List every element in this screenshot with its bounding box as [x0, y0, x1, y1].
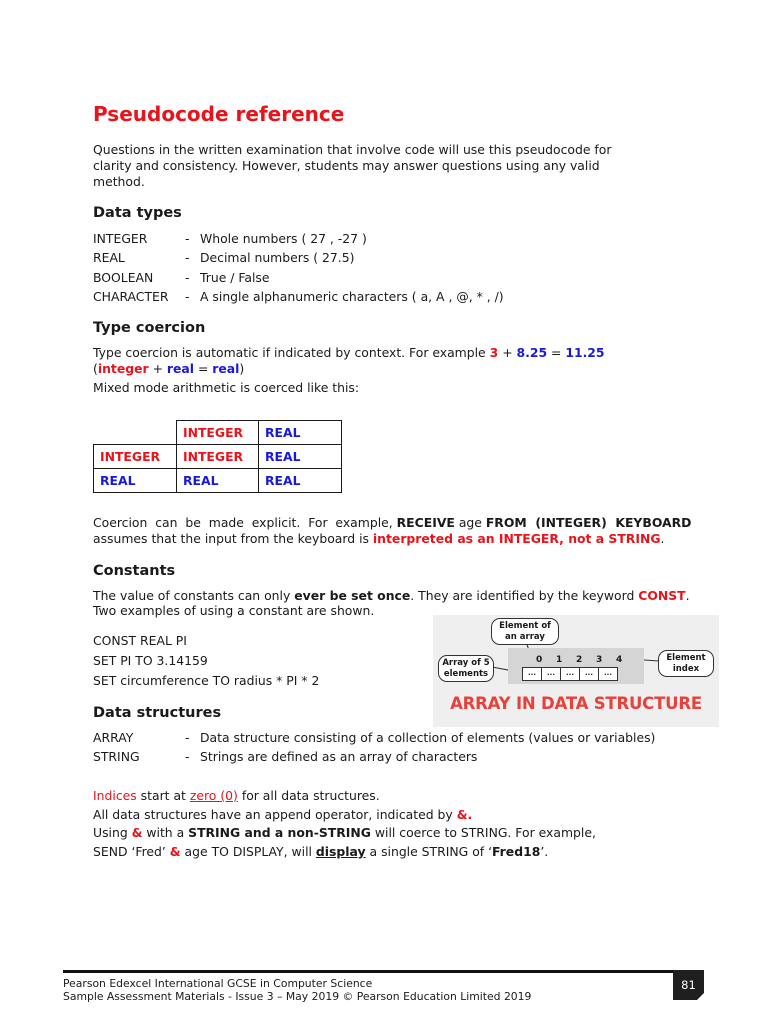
element-index: 1: [556, 655, 563, 665]
data-structure-desc: Data structure consisting of a collection of elements (values or variables): [200, 730, 656, 745]
array-cell: ...: [522, 667, 542, 681]
element-index: 2: [576, 655, 583, 665]
array-cell: ...: [541, 667, 561, 681]
explicit-text: Coercion can be made explicit. For example,: [93, 515, 397, 530]
display-keyword: display: [315, 844, 366, 859]
send-example-line: [93, 844, 548, 860]
keyword-from-keyboard: FROM (INTEGER) KEYBOARD: [485, 515, 692, 530]
array-cell: ...: [579, 667, 599, 681]
indices-text: for all data structures.: [237, 788, 380, 803]
operator: =: [194, 361, 213, 376]
dash: -: [185, 749, 190, 764]
constants-line-1: [93, 588, 690, 604]
coerce-text: Using: [93, 825, 132, 840]
data-types-heading: Data types: [93, 205, 182, 221]
coercion-example-line: [93, 345, 605, 361]
data-type-name: REAL: [93, 250, 125, 265]
callout-element: Element of an array: [491, 618, 559, 645]
coercion-table: [93, 420, 342, 493]
result-string: Fred18: [492, 844, 541, 859]
paren: (: [93, 361, 98, 376]
coercion-text: Type coercion is automatic if indicated by context. For example: [93, 345, 490, 360]
dash: -: [185, 289, 190, 304]
array-cell: ...: [598, 667, 618, 681]
intro-line-2: clarity and consistency. However, students may answer questions using any valid: [93, 158, 600, 173]
append-operator: &: [131, 825, 143, 840]
diagram-banner: ARRAY IN DATA STRUCTURE: [450, 694, 702, 713]
append-operator: &.: [456, 807, 473, 822]
dash: -: [185, 250, 190, 265]
table-row-header: INTEGER: [94, 445, 177, 469]
send-text: ’.: [540, 844, 549, 859]
data-structure-name: STRING: [93, 749, 140, 764]
table-cell: REAL: [177, 469, 259, 493]
footer: [63, 977, 531, 1003]
zero-term: zero (0): [189, 788, 238, 803]
data-type-desc: Decimal numbers ( 27.5): [200, 250, 355, 265]
variable-age: age: [454, 515, 486, 530]
data-structure-name: ARRAY: [93, 730, 134, 745]
code-line: SET circumference TO radius * PI * 2: [93, 673, 320, 688]
data-type-name: CHARACTER: [93, 289, 169, 304]
example-result: 11.25: [565, 345, 605, 360]
table-row-header: REAL: [94, 469, 177, 493]
coerce-text: with a: [142, 825, 189, 840]
period: .: [660, 531, 665, 546]
page-title: Pseudocode reference: [93, 102, 345, 126]
data-type-desc: True / False: [200, 270, 270, 285]
send-text: age TO DISPLAY, will: [180, 844, 316, 859]
data-type-desc: A single alphanumeric characters ( a, A , @, * , /): [200, 289, 504, 304]
keyword-const: CONST: [638, 588, 686, 603]
constants-emphasis: ever be set once: [294, 588, 411, 603]
constants-heading: Constants: [93, 563, 176, 579]
coerce-text: will coerce to STRING. For example,: [370, 825, 596, 840]
explicit-coercion-line-2: [93, 531, 664, 547]
coerce-emphasis: STRING and a non-STRING: [188, 825, 371, 840]
constants-text: The value of constants can only: [93, 588, 295, 603]
data-structure-desc: Strings are defined as an array of characters: [200, 749, 478, 764]
dash: -: [185, 270, 190, 285]
table-row: [94, 445, 342, 469]
data-structures-heading: Data structures: [93, 705, 222, 721]
array-cell: ...: [560, 667, 580, 681]
explicit-highlight: interpreted as an INTEGER, not a STRING: [372, 531, 661, 546]
constants-text: . They are identified by the keyword: [410, 588, 639, 603]
array-cells: [522, 667, 617, 681]
table-cell: INTEGER: [177, 445, 259, 469]
send-text: SEND ‘Fred’: [93, 844, 170, 859]
example-real: 8.25: [516, 345, 548, 360]
dash: -: [185, 730, 190, 745]
array-diagram: [433, 615, 719, 727]
operator: +: [498, 345, 517, 360]
explicit-coercion-line-1: [93, 515, 733, 531]
page-number: 81: [673, 970, 704, 1000]
table-header-cell: INTEGER: [177, 421, 259, 445]
mixed-mode-line: Mixed mode arithmetic is coerced like this:: [93, 380, 360, 395]
intro-paragraph: [93, 142, 611, 190]
footer-line-2: Sample Assessment Materials - Issue 3 – May 2019 © Pearson Education Limited 2019: [63, 990, 532, 1003]
append-text: All data structures have an append operator, indicated by: [93, 807, 457, 822]
indices-text: start at: [136, 788, 190, 803]
code-line: SET PI TO 3.14159: [93, 653, 208, 668]
coerce-string-line: [93, 825, 596, 841]
explicit-text: assumes that the input from the keyboard is: [93, 531, 373, 546]
operator: =: [547, 345, 566, 360]
intro-line-1: Questions in the written examination that involve code will use this pseudocode for: [93, 142, 612, 157]
type-integer: integer: [97, 361, 149, 376]
table-row: [94, 469, 342, 493]
table-header-cell: REAL: [259, 421, 342, 445]
data-type-name: INTEGER: [93, 231, 148, 246]
coercion-types-line: [93, 361, 244, 377]
append-line: [93, 807, 472, 823]
code-line: CONST REAL PI: [93, 633, 187, 648]
send-text: a single STRING of ‘: [365, 844, 493, 859]
type-real: real: [212, 361, 240, 376]
period: .: [685, 588, 690, 603]
constants-line-2: Two examples of using a constant are shown.: [93, 603, 375, 618]
callout-index: Element index: [658, 650, 714, 677]
table-cell: [94, 421, 177, 445]
example-integer: 3: [489, 345, 499, 360]
table-cell: REAL: [259, 445, 342, 469]
element-index: 3: [596, 655, 603, 665]
data-type-name: BOOLEAN: [93, 270, 154, 285]
callout-array: Array of 5 elements: [438, 655, 494, 682]
operator: +: [148, 361, 167, 376]
intro-line-3: method.: [93, 174, 145, 189]
footer-line-1: Pearson Edexcel International GCSE in Computer Science: [63, 977, 373, 990]
append-operator: &: [169, 844, 181, 859]
data-type-desc: Whole numbers ( 27 , -27 ): [200, 231, 367, 246]
footer-rule: [63, 970, 704, 973]
indices-line: [93, 788, 380, 804]
indices-term: Indices: [93, 788, 137, 803]
element-index: 4: [616, 655, 623, 665]
table-cell: REAL: [259, 469, 342, 493]
type-coercion-heading: Type coercion: [93, 320, 206, 336]
type-real: real: [166, 361, 195, 376]
element-index: 0: [536, 655, 543, 665]
keyword-receive: RECEIVE: [396, 515, 455, 530]
table-row: [94, 421, 342, 445]
dash: -: [185, 231, 190, 246]
paren: ): [239, 361, 245, 376]
